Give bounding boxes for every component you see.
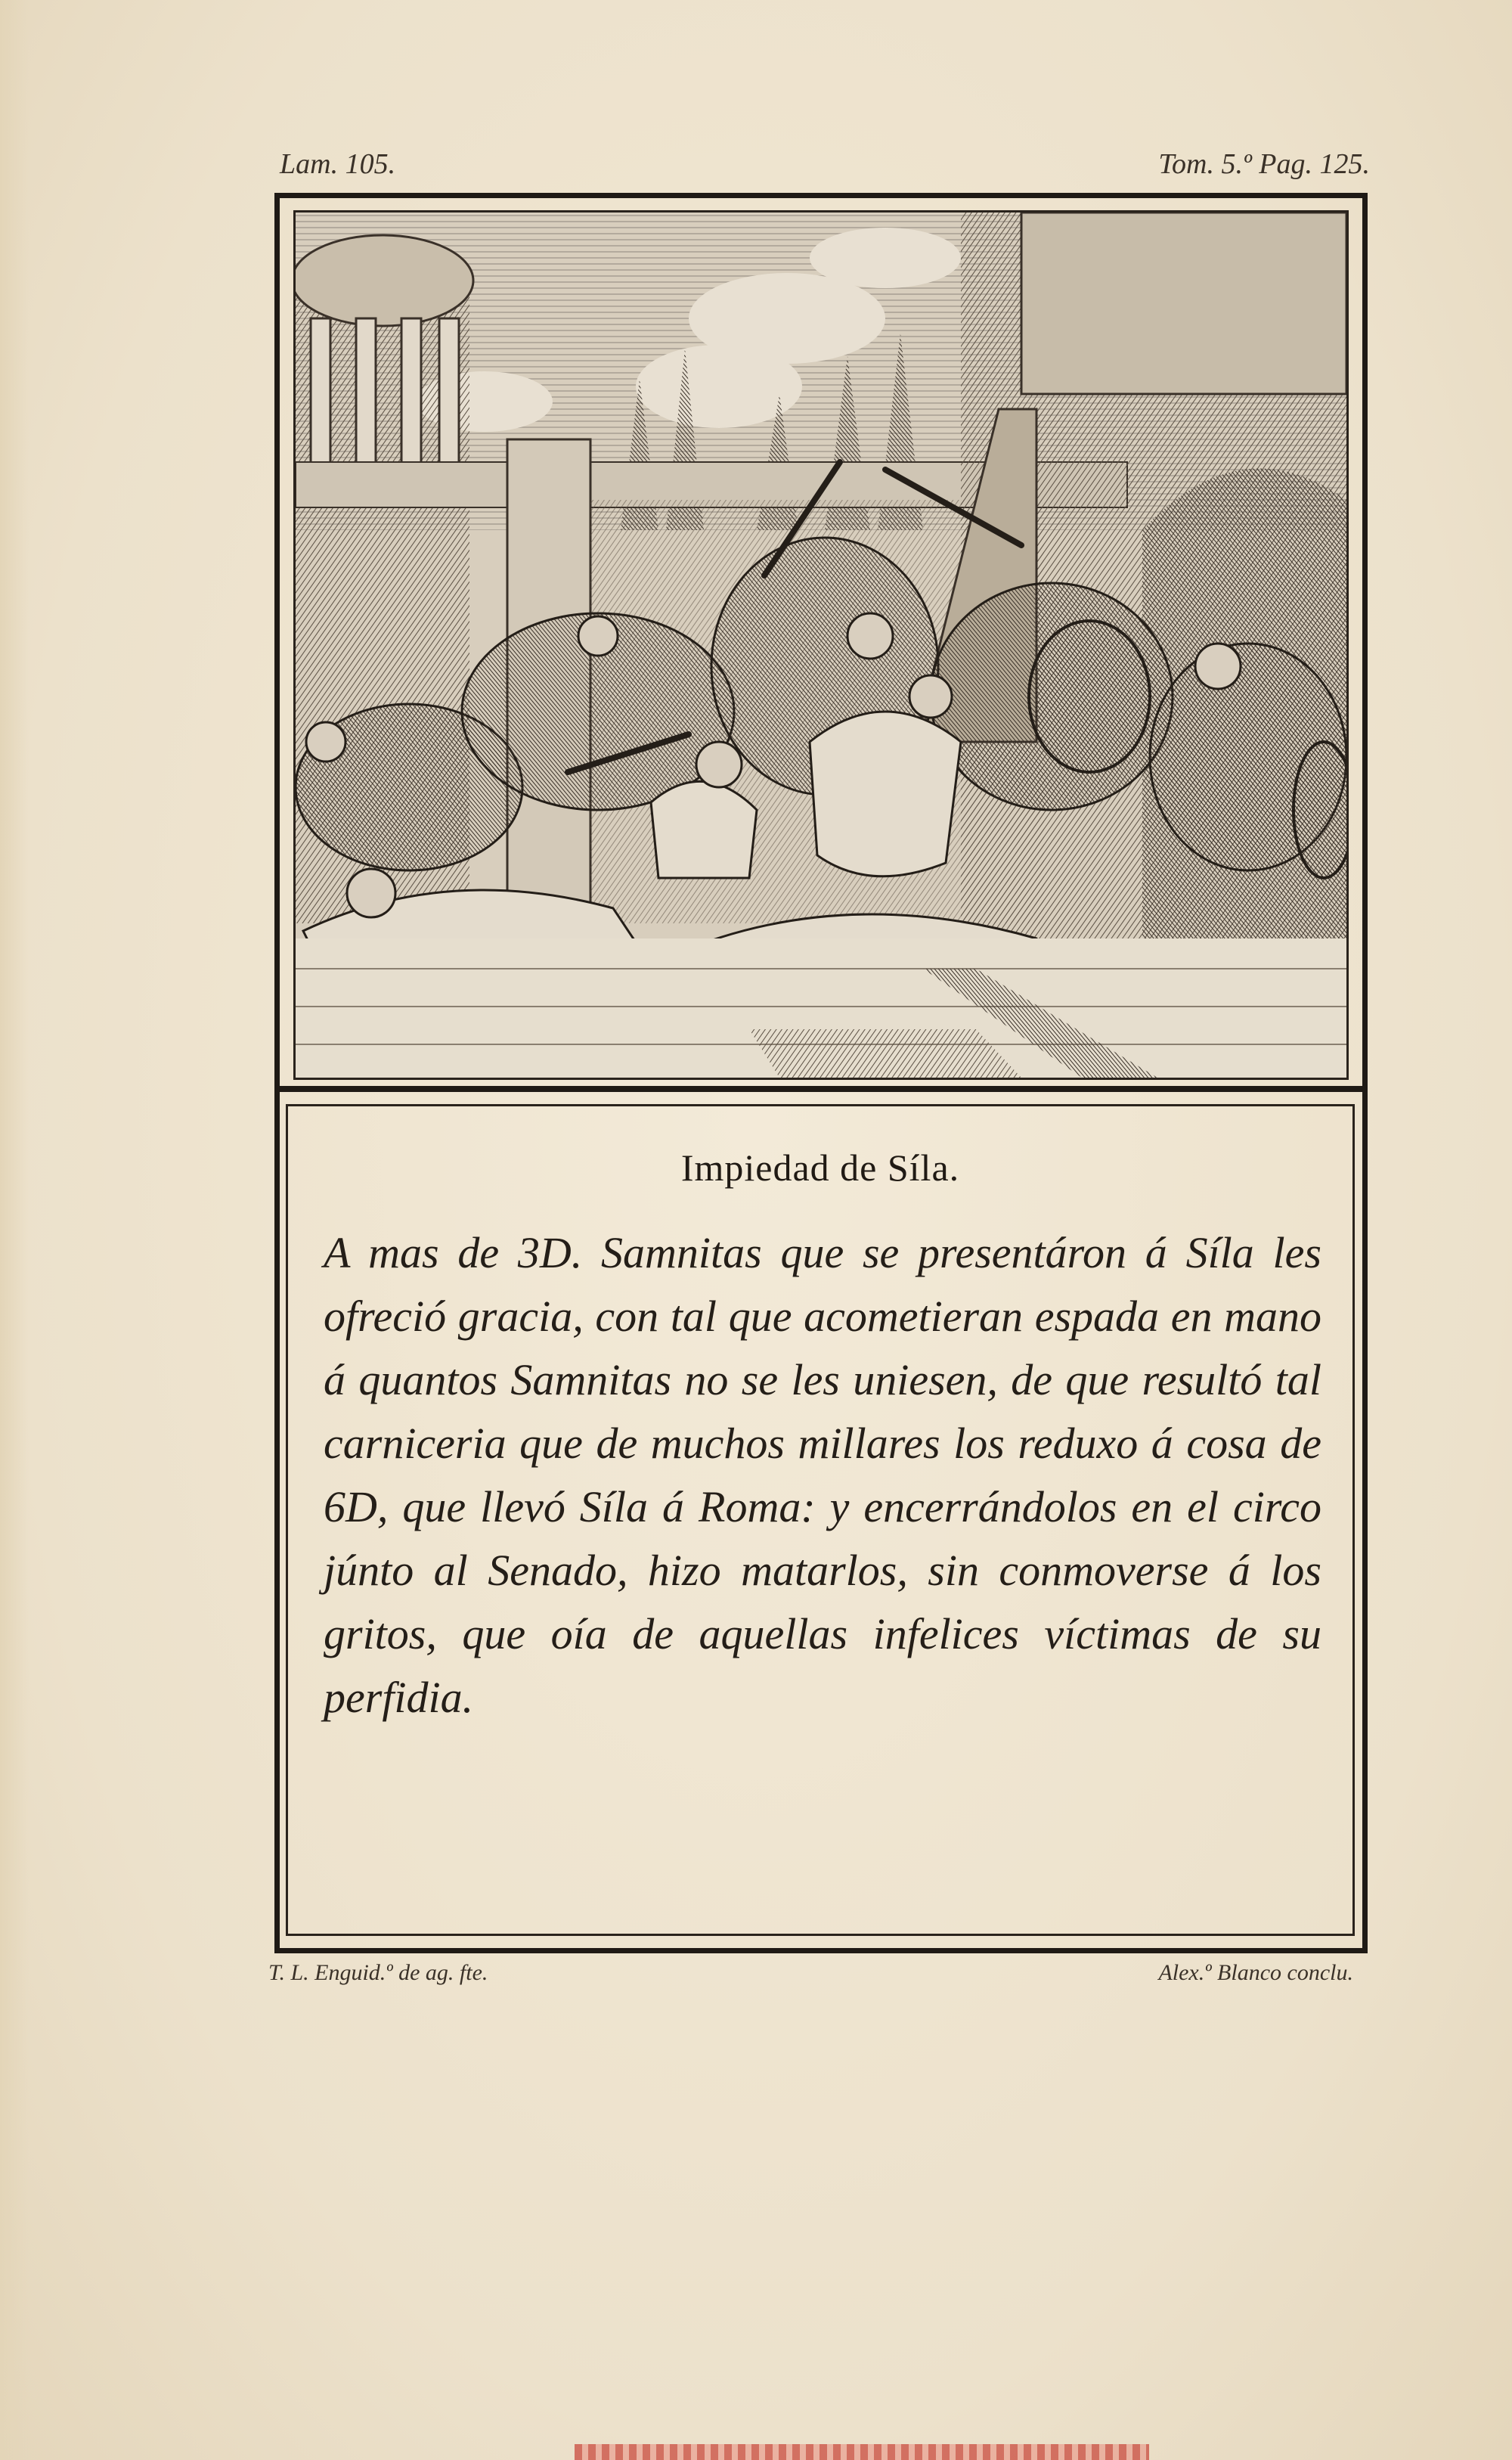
plate-title: Impiedad de Síla. (680, 1146, 960, 1189)
finisher-credit: Alex.º Blanco conclu. (1158, 1960, 1353, 1985)
engraving-illustration (293, 210, 1349, 1080)
engraver-credit: T. L. Enguid.º de ag. fte. (268, 1960, 488, 1985)
plate-caption: A mas de 3D. Samnitas que se presentáron á Síla les ofreció gracia, con tal que acometieran espada en mano á quantos Samnitas no se les uniesen, de que resultó tal carniceria que de muchos millares los reduxo á cosa de 6D, que llevó Síla á Roma: y encerrándolos en el circo júnto al Senado, hizo matarlos, sin conmoverse á los gritos, que oía de aquellas infelices víctimas de su perfidia. (324, 1228, 1321, 1722)
engraving-scene (296, 212, 1346, 1078)
red-stain-strip (575, 2444, 1149, 2460)
plate-number: Lam. 105. (280, 148, 396, 180)
paper-edge (0, 0, 29, 2460)
plate-divider (274, 1086, 1368, 1092)
volume-page-reference: Tom. 5.º Pag. 125. (1158, 148, 1370, 180)
